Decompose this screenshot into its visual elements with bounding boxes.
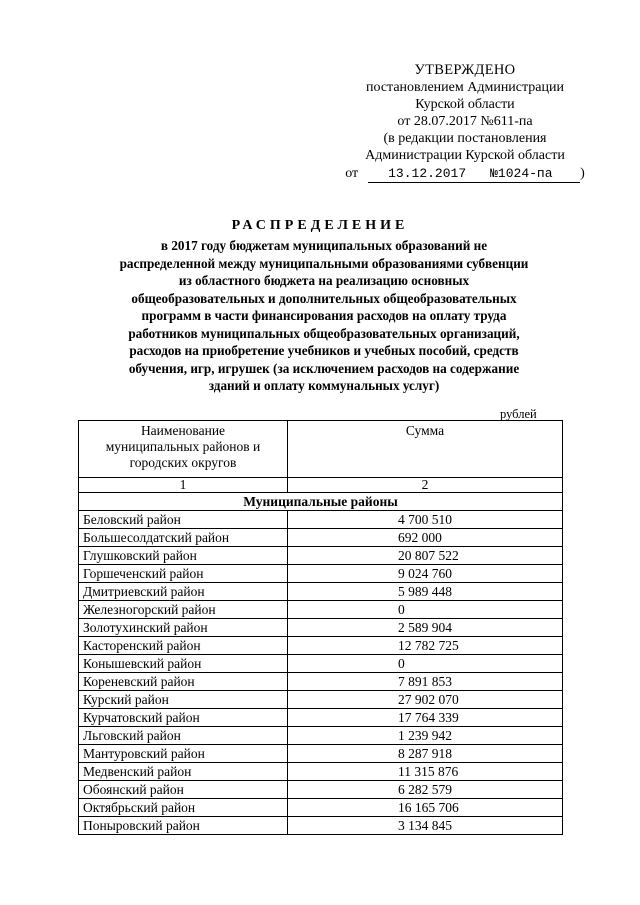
table-row (79, 601, 563, 619)
amount-cell: 5 989 448 (288, 583, 563, 601)
table-row (79, 673, 563, 691)
subtitle-line: обучения, игр, игрушек (за исключением расходов на содержание (128, 360, 520, 376)
document-subtitle (78, 237, 570, 395)
district-name-cell: Горшеченский район (79, 565, 288, 583)
amount-cell: 16 165 706 (288, 799, 563, 817)
column-index-row (79, 478, 563, 493)
units-label: рублей (500, 407, 537, 421)
amount-cell: 17 764 339 (288, 709, 563, 727)
approval-heading: УТВЕРЖДЕНО (414, 62, 516, 78)
table-row (79, 511, 563, 529)
amount-cell: 6 282 579 (288, 781, 563, 799)
district-name-cell: Курчатовский район (79, 709, 288, 727)
district-name-cell: Поныровский район (79, 817, 288, 835)
subtitle-line: расходов на приобретение учебников и учебных пособий, средств (129, 343, 519, 358)
header-amount-cell: Сумма (288, 421, 563, 478)
district-name-cell: Золотухинский район (79, 619, 288, 637)
subtitle-line: общеобразовательных и дополнительных общеобразовательных (131, 290, 517, 306)
district-name-cell: Касторенский район (79, 637, 288, 655)
amount-cell: 0 (288, 655, 563, 673)
amount-cell: 1 239 942 (288, 727, 563, 745)
table-row (79, 745, 563, 763)
table-row (79, 565, 563, 583)
amount-cell: 4 700 510 (288, 511, 563, 529)
approval-block (330, 62, 600, 183)
section-title: Муниципальные районы (79, 493, 563, 511)
approval-line: Администрации Курской области (365, 148, 565, 163)
table-row (79, 727, 563, 745)
subtitle-line: программ в части финансирования расходов на оплату труда (141, 308, 507, 323)
table-row (79, 637, 563, 655)
subtitle-line: в 2017 году бюджетам муниципальных образований не (160, 238, 488, 253)
amount-cell: 692 000 (288, 529, 563, 547)
district-name-cell: Конышевский район (79, 655, 288, 673)
amendment-date: 13.12.2017 (368, 165, 486, 183)
amount-cell: 0 (288, 601, 563, 619)
amount-cell: 8 287 918 (288, 745, 563, 763)
table-row (79, 691, 563, 709)
table-row (79, 763, 563, 781)
header-name-line: городских округов (129, 455, 237, 470)
district-name-cell: Кореневский район (79, 673, 288, 691)
table-row (79, 547, 563, 565)
table-row (79, 817, 563, 835)
district-name-cell: Глушковский район (79, 547, 288, 565)
subtitle-line: зданий и оплату коммунальных услуг) (208, 378, 440, 393)
amount-cell: 3 134 845 (288, 817, 563, 835)
amendment-from-label: от (345, 166, 359, 181)
approval-line: Курской области (415, 97, 515, 112)
district-name-cell: Беловский район (79, 511, 288, 529)
amount-cell: 2 589 904 (288, 619, 563, 637)
table-row (79, 655, 563, 673)
amendment-number: №1024-па (486, 165, 580, 183)
district-name-cell: Железногорский район (79, 601, 288, 619)
subtitle-line: работников муниципальных общеобразовательных организаций, (128, 325, 520, 341)
amount-cell: 11 315 876 (288, 763, 563, 781)
table-row (79, 781, 563, 799)
amendment-line (330, 165, 600, 183)
header-name-cell (79, 421, 288, 478)
amount-cell: 12 782 725 (288, 637, 563, 655)
approval-line: (в редакции постановления (383, 131, 547, 146)
district-name-cell: Дмитриевский район (79, 583, 288, 601)
amount-cell: 7 891 853 (288, 673, 563, 691)
header-name-line: муниципальных районов и (105, 439, 261, 454)
district-name-cell: Мантуровский район (79, 745, 288, 763)
amount-cell: 27 902 070 (288, 691, 563, 709)
amendment-close-paren: ) (580, 166, 585, 181)
subtitle-line: из областного бюджета на реализацию основных (178, 273, 470, 288)
document-title: РАСПРЕДЕЛЕНИЕ (231, 218, 409, 233)
amount-cell: 9 024 760 (288, 565, 563, 583)
table-row (79, 619, 563, 637)
approval-line: от 28.07.2017 №611-па (397, 114, 533, 129)
table-header-row (79, 421, 563, 478)
header-name-line: Наименование (140, 423, 226, 438)
distribution-table (78, 420, 563, 835)
district-name-cell: Большесолдатский район (79, 529, 288, 547)
amount-cell: 20 807 522 (288, 547, 563, 565)
column-index-2: 2 (288, 478, 563, 493)
district-name-cell: Медвенский район (79, 763, 288, 781)
table-row (79, 709, 563, 727)
table-row (79, 529, 563, 547)
district-name-cell: Обоянский район (79, 781, 288, 799)
table-row (79, 583, 563, 601)
subtitle-line: распределенной между муниципальными образованиями субвенции (119, 255, 529, 271)
column-index-1: 1 (79, 478, 288, 493)
district-name-cell: Октябрьский район (79, 799, 288, 817)
district-name-cell: Льговский район (79, 727, 288, 745)
section-row (79, 493, 563, 511)
table-row (79, 799, 563, 817)
approval-line: постановлением Администрации (366, 80, 564, 95)
district-name-cell: Курский район (79, 691, 288, 709)
